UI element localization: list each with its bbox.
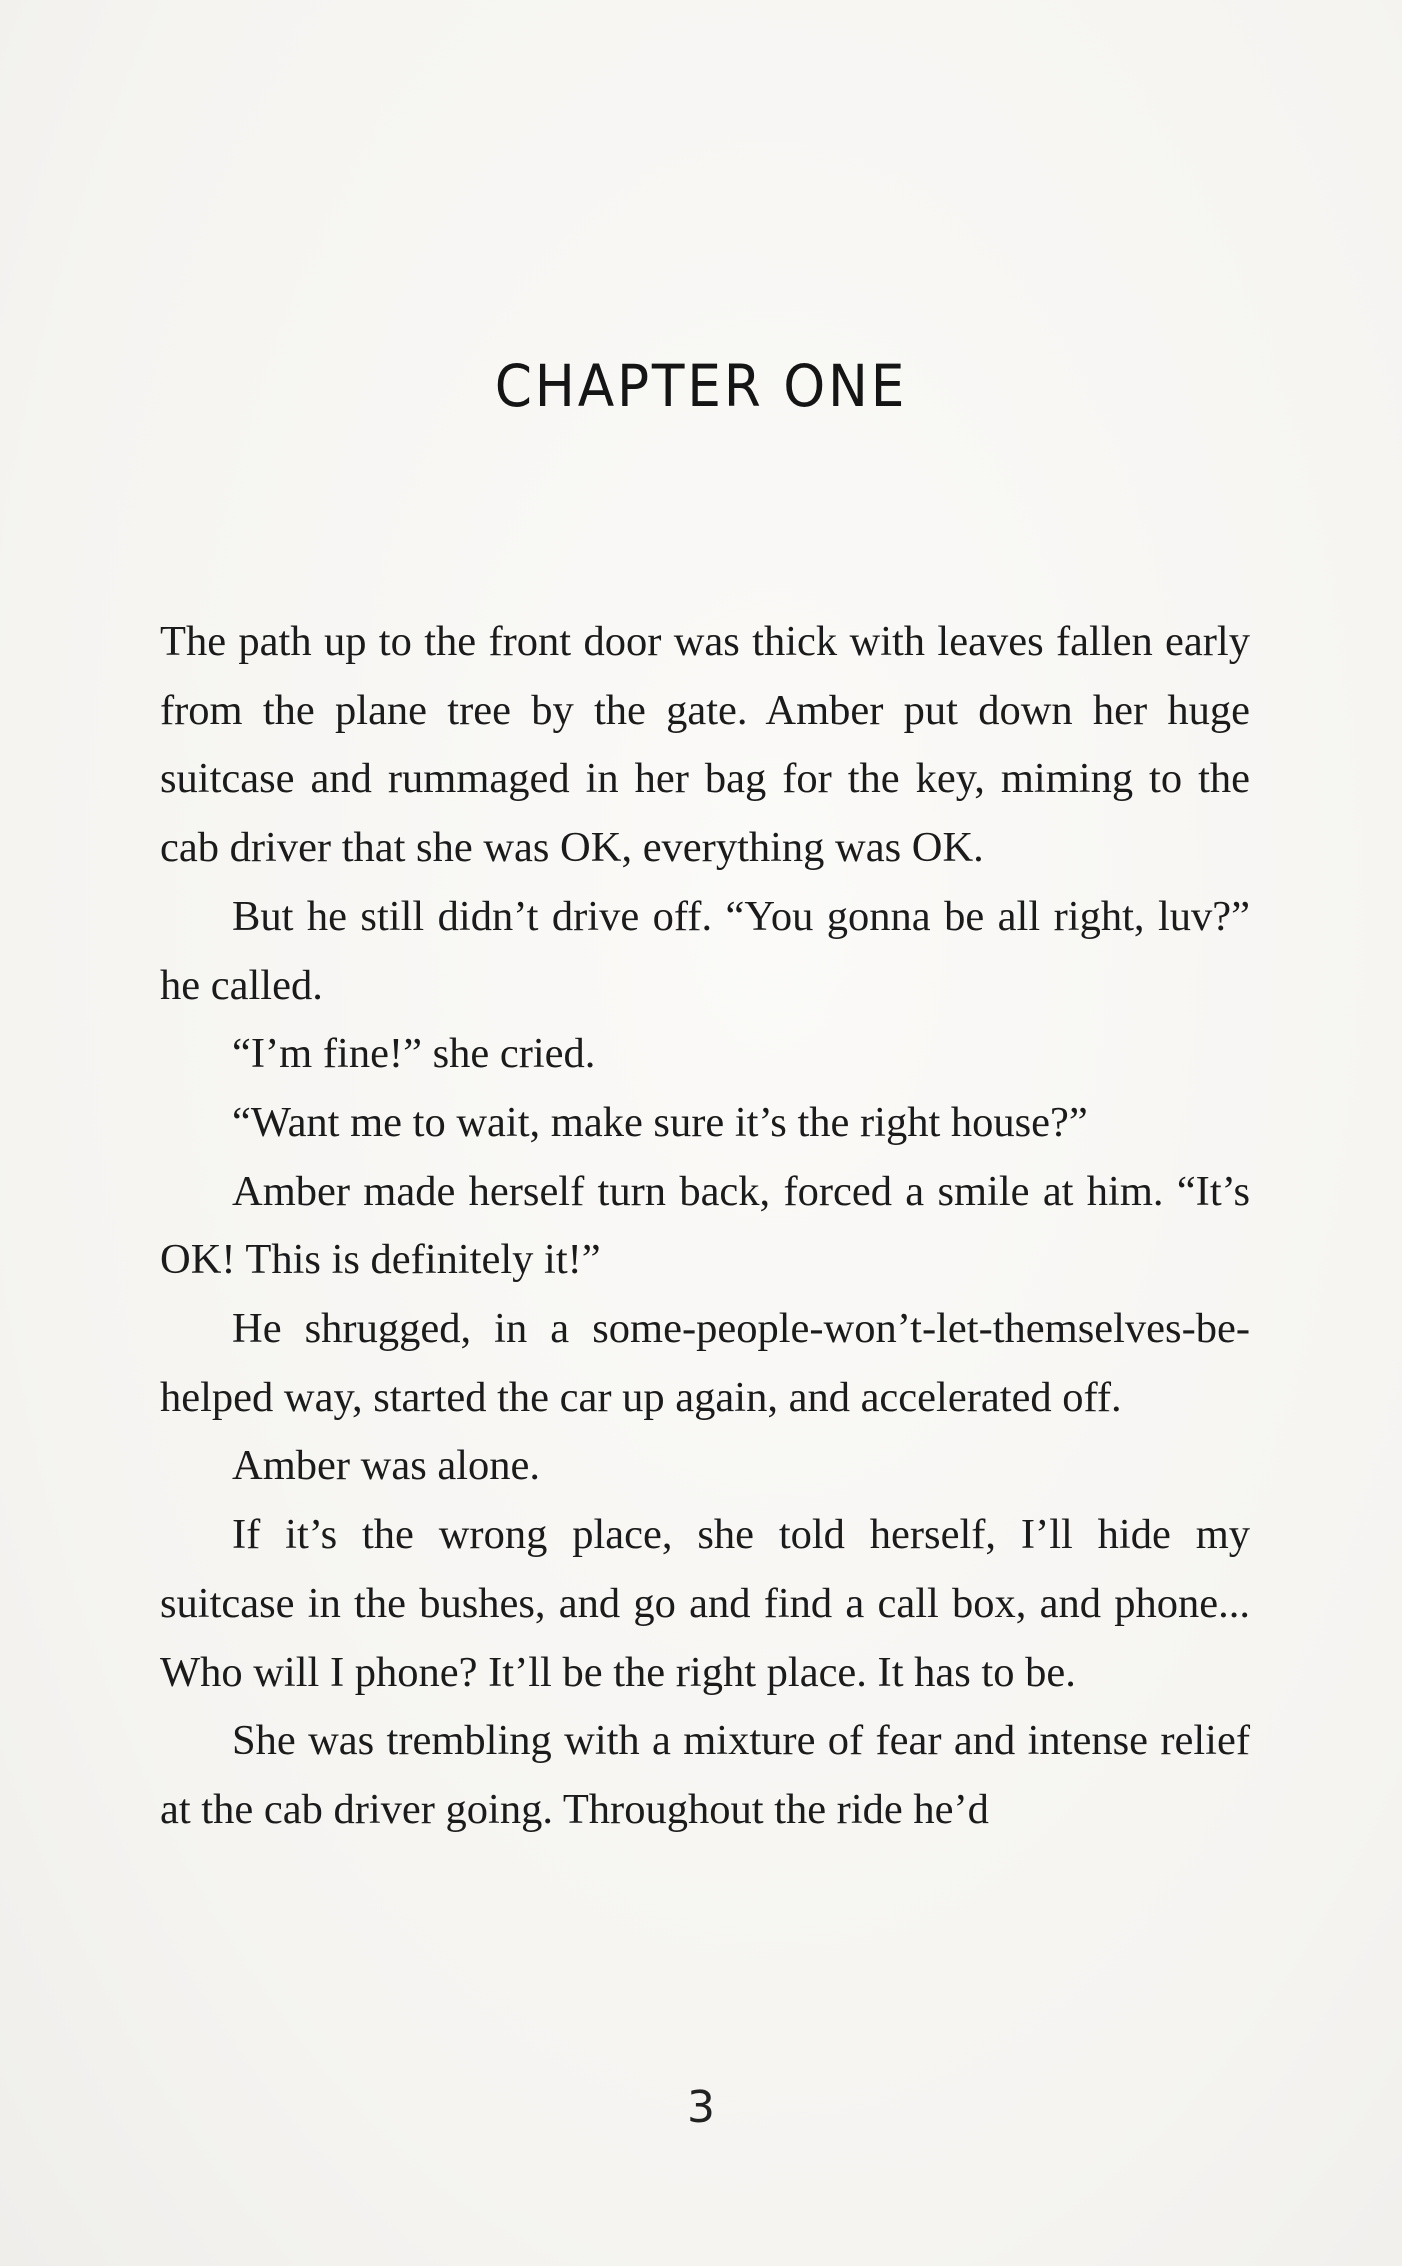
paragraph: “Want me to wait, make sure it’s the right house?” [232, 1098, 1088, 1146]
chapter-title: CHAPTER ONE [494, 352, 908, 420]
paragraph: He shrugged, in a some-people-won’t-let-themselves-be-helped way, started the car up again, and accelerated off. [160, 1305, 1250, 1421]
paragraph: The path up to the front door was thick with leaves fallen early from the plane tree by the gate. Amber put down her huge suitcase and rummaged in her bag for the key, miming to the cab driver that she was OK, everything was OK. [160, 618, 1250, 872]
paragraph: Amber made herself turn back, forced a smile at him. “It’s OK! This is definitely it!” [160, 1167, 1250, 1284]
paragraph: But he still didn’t drive off. “You gonna be all right, luv?” he called. [160, 892, 1250, 1009]
paragraph: “I’m fine!” she cried. [232, 1030, 596, 1078]
paragraph: Amber was alone. [232, 1442, 541, 1490]
paragraph: If it’s the wrong place, she told herself, I’ll hide my suitcase in the bushes, and go and find a call box, and phone... Who will I phone? It’ll be the right place. It has to be. [160, 1511, 1250, 1696]
paragraph: She was trembling with a mixture of fear and intense relief at the cab driver going. Throughout the ride he’d [160, 1717, 1250, 1833]
chapter-body [160, 608, 1250, 1845]
page-number: 3 [687, 2082, 715, 2133]
